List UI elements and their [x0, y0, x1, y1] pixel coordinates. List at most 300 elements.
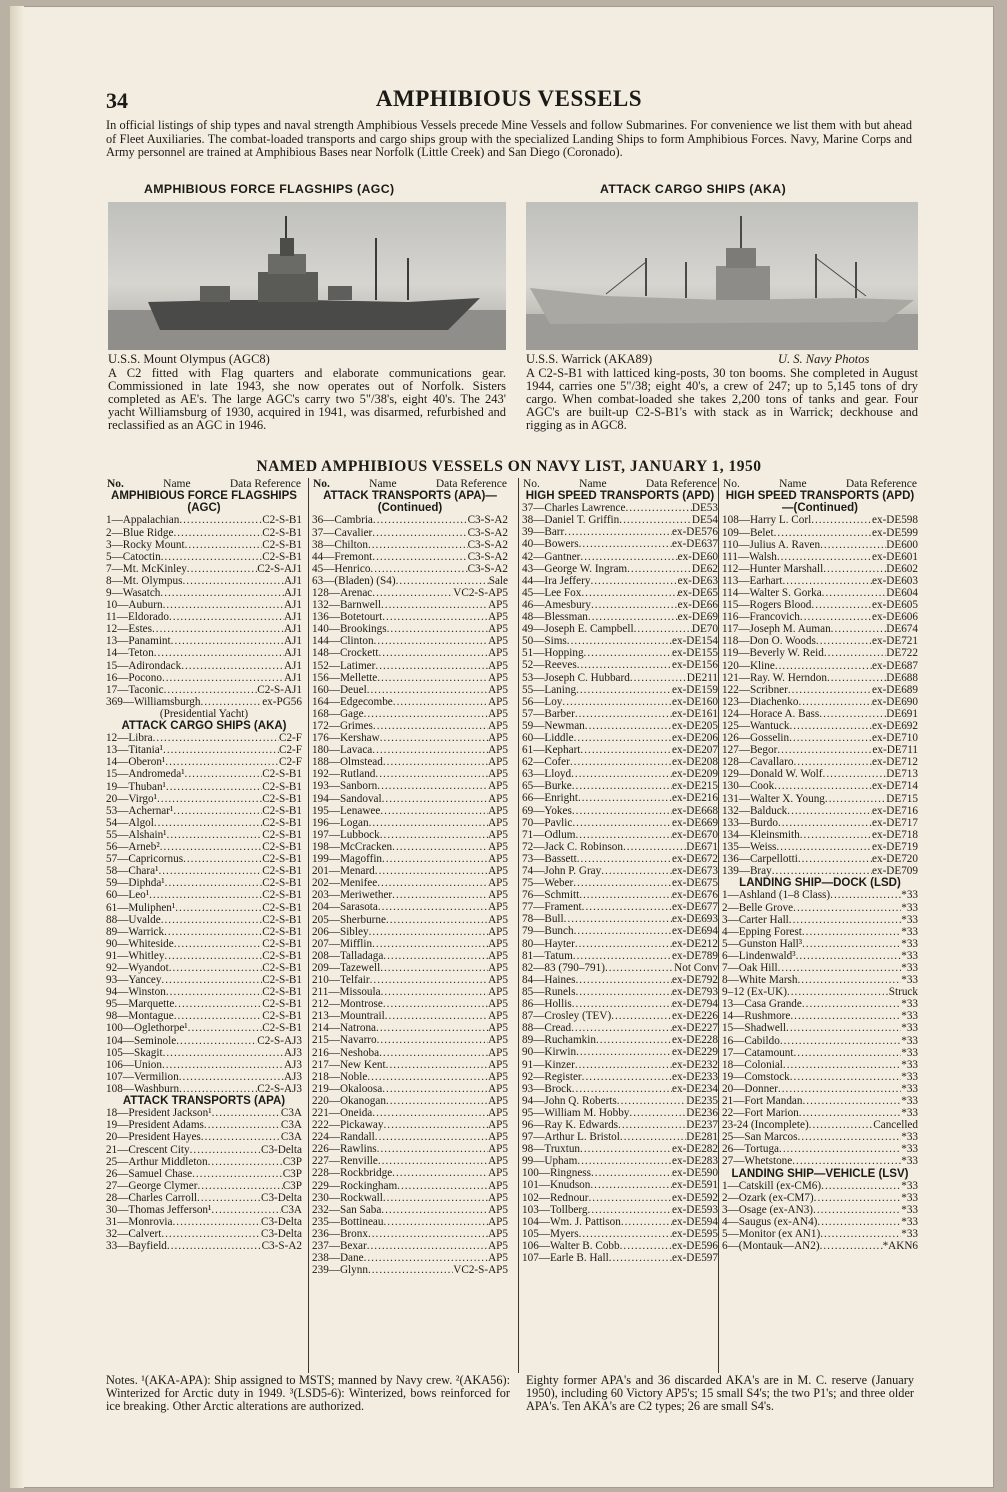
ship-entry-reference: ex-DE593	[672, 1203, 718, 1216]
list-item	[722, 926, 918, 938]
list-item	[522, 538, 718, 550]
ship-entry-reference: ex-DE675	[672, 877, 718, 890]
leader-dots	[383, 998, 488, 1010]
ship-entry-reference: ex-DE719	[872, 840, 918, 853]
ship-entry-reference: AJ1	[283, 574, 302, 587]
leader-dots	[799, 1107, 901, 1119]
ship-entry-reference: AP5	[488, 925, 508, 938]
list-item	[522, 829, 718, 841]
list-item	[522, 768, 718, 780]
ship-entry-reference: AJ1	[283, 635, 302, 648]
ship-entry-name: 128—Arenac	[312, 586, 373, 599]
ship-entry-reference: C2-F	[278, 744, 302, 757]
ship-entry-reference: C2-S-B1	[262, 804, 302, 817]
ship-entry-name: 78—Bull	[522, 913, 564, 926]
ship-entry-name: 25—San Marcos	[722, 1131, 798, 1144]
ship-entry-name: 89—Ruchamkin	[522, 1034, 596, 1047]
leader-dots	[383, 1119, 488, 1131]
ship-entry-name: 112—Hunter Marshall	[722, 562, 824, 575]
list-item	[106, 1083, 302, 1095]
leader-dots	[176, 1035, 257, 1047]
list-item	[722, 829, 918, 841]
ship-entry-reference: *33	[901, 1228, 918, 1241]
list-item	[106, 539, 302, 551]
ship-entry-reference: AP5	[488, 671, 508, 684]
ship-entry-name: 210—Telfair	[312, 973, 370, 986]
leader-dots	[163, 1047, 284, 1059]
ship-entry-reference: AP5	[488, 659, 508, 672]
ship-entry-reference: ex-DE205	[672, 719, 718, 732]
leader-dots	[823, 563, 886, 575]
ship-entry-name: 21—Crescent City	[106, 1143, 190, 1156]
leader-dots	[562, 696, 672, 708]
list-item	[106, 1035, 302, 1047]
leader-dots	[802, 938, 901, 950]
list-item	[312, 1192, 508, 1204]
leader-dots	[575, 708, 672, 720]
list-item	[106, 1216, 302, 1228]
column-header	[106, 478, 302, 490]
column-header-name: Name	[579, 478, 607, 490]
ship-entry-name: 201—Menard	[312, 865, 375, 878]
list-item	[522, 1204, 718, 1216]
ship-entry-reference: *33	[901, 1191, 918, 1204]
ship-entry-name: 44—Fremont	[312, 550, 373, 563]
list-item	[312, 1071, 508, 1083]
list-item	[312, 1155, 508, 1167]
ship-entry-reference: ex-DE227	[672, 1022, 718, 1035]
ship-entry-name: 194—Sandoval	[312, 792, 382, 805]
ship-entry-reference: AJ1	[283, 659, 302, 672]
ship-entry-name: 33—Bayfield	[106, 1240, 167, 1253]
ship-entry-name: 37—Charles Lawrence	[522, 502, 626, 515]
ship-entry-name: 188—Olmstead	[312, 756, 383, 769]
ship-entry-name: 104—Wm. J. Pattison	[522, 1215, 621, 1228]
ship-entry-name: 238—Dane	[312, 1252, 364, 1265]
list-item	[106, 732, 302, 744]
list-item	[722, 1035, 918, 1047]
ship-entry-name: 129—Donald W. Wolf	[722, 768, 823, 781]
list-item	[312, 950, 508, 962]
ship-entry-reference: AP5	[488, 695, 508, 708]
ship-entry-name: 114—Walter S. Gorka	[722, 586, 822, 599]
ship-entry-name: 40—Bowers	[522, 538, 579, 551]
ship-entry-name: 160—Deuel	[312, 683, 367, 696]
ship-entry-name: 168—Gage	[312, 707, 364, 720]
page-title: AMPHIBIOUS VESSELS	[375, 86, 643, 111]
leader-dots	[588, 1204, 673, 1216]
ship-entry-reference: AP5	[488, 1252, 508, 1265]
leader-dots	[372, 1107, 488, 1119]
ship-entry-name: 125—Wantuck	[722, 720, 790, 732]
ship-entry-name: 71—Odlum	[522, 828, 576, 841]
ship-entry-reference: *33	[901, 889, 918, 902]
ship-entry-reference: AP5	[488, 937, 508, 950]
leader-dots	[397, 1180, 488, 1192]
column-header	[522, 478, 718, 490]
list-item	[106, 962, 302, 974]
ship-entry-name: 61—Kephart	[522, 744, 581, 757]
leader-dots	[789, 720, 872, 732]
leader-dots	[158, 865, 262, 877]
list-item	[312, 1252, 508, 1264]
list-item	[106, 829, 302, 841]
list-item	[106, 1168, 302, 1180]
leader-dots	[182, 575, 284, 587]
ship-entry-reference: ex-DE226	[672, 1010, 718, 1023]
ship-entry-reference: AJ1	[283, 623, 302, 636]
leader-dots	[825, 793, 886, 805]
ship-entry-name: 180—Lavaca	[312, 744, 373, 757]
list-item	[312, 1047, 508, 1059]
leader-dots	[627, 563, 692, 575]
ship-entry-reference: AP5	[488, 1107, 508, 1119]
ship-entry-reference: C2-S-B1	[262, 841, 302, 854]
list-item	[522, 998, 718, 1010]
list-item	[106, 914, 302, 926]
ship-entry-name: 98—Montague	[106, 1010, 174, 1023]
ship-entry-name: 108—Harry L. Corl	[722, 514, 812, 527]
list-item	[522, 853, 718, 865]
ship-entry-name: 111—Walsh	[722, 550, 777, 563]
ship-entry-name: 51—Hopping	[522, 647, 584, 660]
leader-dots	[601, 865, 672, 877]
ship-entry-reference: *33	[901, 961, 918, 974]
ship-entry-reference: AP5	[488, 1094, 508, 1107]
leader-dots	[581, 587, 677, 599]
ship-entry-reference: DE62	[691, 562, 718, 575]
ship-entry-name: 44—Ira Jeffery	[522, 574, 591, 587]
ship-entry-reference: ex-DE209	[672, 768, 718, 781]
ship-entry-name: 45—Lee Fox	[522, 586, 582, 599]
list-item	[722, 611, 918, 623]
ship-entry-name: 117—Joseph M. Auman	[722, 623, 831, 636]
leader-dots	[183, 853, 262, 865]
leader-dots	[149, 889, 262, 901]
list-item	[722, 1095, 918, 1107]
leader-dots	[780, 1035, 901, 1047]
leader-dots	[816, 635, 872, 647]
ship-entry-name: 124—Horace A. Bass	[722, 707, 820, 720]
leader-dots	[788, 684, 872, 696]
ship-entry-name: 95—Marquette	[106, 998, 175, 1011]
leader-dots	[793, 1047, 901, 1059]
list-item	[522, 502, 718, 514]
ship-entry-name: 16—Pocono	[106, 671, 162, 684]
ship-entry-reference: C2-S-AJ1	[257, 562, 302, 575]
photo-caption-aka: ATTACK CARGO SHIPS (AKA)	[600, 182, 787, 196]
list-item	[106, 793, 302, 805]
ship-entry-reference: C2-S-B1	[262, 877, 302, 890]
ship-entry-reference: VC2-S-AP5	[453, 586, 508, 599]
ship-entry-reference: ex-DE709	[872, 865, 918, 878]
ship-name-mount-olympus: U.S.S. Mount Olympus (AGC8)	[108, 352, 270, 366]
leader-dots	[574, 732, 672, 744]
leader-dots	[811, 514, 872, 526]
list-item	[312, 527, 508, 539]
leader-dots	[154, 817, 262, 829]
ship-entry-name: 100—Ringness	[522, 1167, 591, 1180]
list-item	[522, 526, 718, 538]
ship-entry-name: 126—Gosselin	[722, 732, 790, 745]
leader-dots	[774, 527, 872, 539]
ship-entry-name: 53—Achernar¹	[106, 804, 174, 817]
ship-entry-name: 89—Warrick	[106, 925, 165, 938]
section-heading: LANDING SHIP—DOCK (LSD)	[739, 877, 901, 890]
ship-entry-reference: ex-DE595	[672, 1227, 718, 1240]
ship-entry-reference: DE604	[886, 586, 918, 599]
list-item	[722, 514, 918, 526]
photo-credit: U. S. Navy Photos	[778, 352, 870, 366]
leader-dots	[382, 1083, 488, 1095]
ship-entry-name: 120—Kline	[722, 659, 775, 672]
leader-dots	[192, 1168, 283, 1180]
list-item	[522, 1143, 718, 1155]
leader-dots	[374, 635, 489, 647]
ship-entry-reference: AJ1	[283, 611, 302, 624]
ship-entry-name: 63—Lloyd	[522, 768, 572, 781]
list-item	[722, 551, 918, 563]
ship-entry-reference: ex-DE692	[872, 720, 918, 732]
list-item	[522, 1046, 718, 1058]
leader-dots	[185, 539, 263, 551]
ship-entry-reference: AP5	[488, 961, 508, 974]
leader-dots	[174, 938, 262, 950]
leader-dots	[783, 1059, 901, 1071]
ship-entry-reference: Cancelled	[873, 1119, 918, 1132]
ship-entry-name: 75—Weber	[522, 877, 574, 890]
column-header-no: No.	[723, 478, 740, 490]
list-item	[312, 841, 508, 853]
column-header-name: Name	[779, 478, 807, 490]
list-item	[106, 1204, 302, 1216]
list-item	[106, 865, 302, 877]
list-item	[522, 684, 718, 696]
ship-entry-name: 1—Appalachian	[106, 514, 180, 527]
ship-entry-reference: ex-DE69	[677, 611, 718, 624]
ship-entry-name: 7—Mt. McKinley	[106, 562, 187, 575]
leader-dots	[802, 926, 901, 938]
ship-entry-reference: AP5	[488, 1143, 508, 1156]
leader-dots	[392, 889, 488, 901]
leader-dots	[364, 1252, 489, 1264]
leader-dots	[375, 865, 488, 877]
ship-entry-reference: C2-S-B1	[262, 937, 302, 950]
list-item	[106, 768, 302, 780]
list-item	[522, 514, 718, 526]
leader-dots	[800, 611, 872, 623]
ship-entry-name: 232—San Saba	[312, 1203, 382, 1216]
leader-dots	[570, 756, 672, 768]
list-item	[312, 1143, 508, 1155]
leader-dots	[576, 1046, 672, 1058]
ship-entry-reference: AJ3	[283, 1046, 302, 1059]
ship-entry-reference: AP5	[488, 1240, 508, 1253]
ship-entry-name: 15—Shadwell	[722, 1022, 787, 1035]
ship-entry-reference: ex-DE590	[672, 1167, 718, 1180]
leader-dots	[169, 611, 284, 623]
ship-entry-reference: ex-DE594	[672, 1215, 718, 1228]
list-item	[312, 1240, 508, 1252]
leader-dots	[380, 829, 488, 841]
ship-entry-reference: DE235	[686, 1094, 718, 1107]
ship-entry-reference: DE237	[686, 1118, 718, 1131]
column-header	[722, 478, 918, 490]
ship-entry-name: 20—President Hayes	[106, 1131, 201, 1144]
ship-entry-name: 86—Hollis	[522, 998, 572, 1011]
leader-dots	[368, 1264, 453, 1276]
leader-dots	[161, 551, 263, 563]
ship-entry-reference: C3-Delta	[260, 1216, 302, 1229]
ship-entry-reference: AP5	[488, 816, 508, 829]
ship-entry-reference: Struck	[888, 986, 918, 999]
list-item	[312, 974, 508, 986]
ship-entry-name: 199—Magoffin	[312, 853, 383, 866]
ship-entry-reference: AJ1	[283, 647, 302, 660]
leader-dots	[625, 502, 691, 514]
leader-dots	[830, 889, 901, 901]
ship-entry-reference: *33	[901, 1082, 918, 1095]
ship-entry-reference: C3P	[282, 1155, 302, 1168]
list-item	[312, 635, 508, 647]
ship-entry-reference: C3A	[280, 1203, 302, 1216]
ship-entry-reference: ex-DE598	[872, 514, 918, 527]
list-item	[722, 1047, 918, 1059]
leader-dots	[179, 1083, 257, 1095]
leader-dots	[605, 962, 674, 974]
leader-dots	[372, 938, 488, 950]
ship-entry-reference: Not Conv	[674, 961, 718, 974]
list-item	[106, 756, 302, 768]
leader-dots	[173, 527, 262, 539]
ship-entry-reference: C3-S-A2	[467, 526, 508, 539]
list-item	[106, 1144, 302, 1156]
ship-entry-name: 6—Lindenwald³	[722, 949, 796, 962]
ship-entry-name: 132—Balduck	[722, 804, 788, 817]
ship-entry-reference: ex-DE229	[672, 1046, 718, 1059]
leader-dots	[589, 1192, 673, 1204]
list-item	[522, 1119, 718, 1131]
ship-entry-reference: AP5	[488, 853, 508, 866]
leader-dots	[819, 708, 886, 720]
ship-entry-name: 98—Truxtun	[522, 1143, 581, 1156]
ship-entry-name: 2—Blue Ridge	[106, 526, 174, 539]
ship-name-warrick: U.S.S. Warrick (AKA89)	[526, 352, 653, 366]
ship-entry-name: 74—John P. Gray	[522, 865, 602, 878]
list-item	[106, 889, 302, 901]
ship-entry-name: 116—Francovich	[722, 611, 800, 624]
ship-entry-name: 5—Monitor (ex AN1)	[722, 1228, 821, 1241]
ship-entry-reference: AP5	[488, 901, 508, 914]
ship-entry-name: 5—Gunston Hall³	[722, 937, 803, 950]
leader-dots	[173, 1216, 261, 1228]
ship-entry-name: 31—Monrovia	[106, 1216, 173, 1229]
section-heading: HIGH SPEED TRANSPORTS (APD)—(Continued)	[725, 490, 915, 515]
leader-dots	[197, 1192, 261, 1204]
list-item	[522, 756, 718, 768]
ship-entry-reference: *33	[901, 1143, 918, 1156]
leader-dots	[382, 611, 488, 623]
ship-entry-name: 214—Natrona	[312, 1022, 377, 1035]
leader-dots	[578, 792, 672, 804]
list-item	[312, 780, 508, 792]
list-item	[522, 877, 718, 889]
leader-dots	[164, 950, 262, 962]
leader-dots	[153, 732, 279, 744]
list-item	[722, 672, 918, 684]
leader-dots	[564, 526, 672, 538]
ship-entry-name: 139—Bray	[722, 865, 772, 878]
list-item	[522, 1167, 718, 1179]
leader-dots	[157, 793, 262, 805]
leader-dots	[623, 841, 686, 853]
ship-entry-name: 32—Calvert	[106, 1228, 162, 1241]
section-heading: ATTACK CARGO SHIPS (AKA)	[121, 720, 287, 732]
ship-entry-name: 209—Tazewell	[312, 961, 381, 974]
list-item	[722, 696, 918, 708]
leader-dots	[621, 1216, 672, 1228]
list-column-1	[106, 478, 302, 1252]
list-item	[312, 1119, 508, 1131]
ship-entry-name: 37—Cavalier	[312, 526, 373, 539]
ship-entry-name: 222—Pickaway	[312, 1119, 384, 1132]
ship-entry-reference: ex-DE672	[672, 852, 718, 865]
ship-entry-reference: AP5	[488, 1070, 508, 1083]
ship-entry-reference: ex-DE208	[672, 756, 718, 769]
list-item	[106, 853, 302, 865]
ship-entry-reference: ex-DE669	[672, 816, 718, 829]
list-item	[312, 696, 508, 708]
ship-entry-reference: AP5	[488, 865, 508, 878]
list-item	[312, 853, 508, 865]
ship-entry-reference: AP5	[488, 1034, 508, 1047]
list-item	[312, 1167, 508, 1179]
ship-entry-name: 25—Arthur Middleton	[106, 1155, 208, 1168]
section-heading: LANDING SHIP—VEHICLE (LSV)	[731, 1167, 909, 1180]
leader-dots	[821, 1180, 901, 1192]
ship-entry-reference: ex-DE718	[872, 828, 918, 841]
ship-entry-reference: ex-DE693	[672, 913, 718, 926]
list-item	[522, 1034, 718, 1046]
list-item	[722, 780, 918, 792]
list-item	[312, 599, 508, 611]
leader-dots	[367, 1071, 488, 1083]
ship-entry-name: 206—Sibley	[312, 925, 369, 938]
list-item	[722, 1192, 918, 1204]
ship-entry-name: 21—Fort Mandan	[722, 1095, 803, 1108]
list-item	[722, 817, 918, 829]
leader-dots	[377, 877, 488, 889]
ship-entry-name: 236—Bronx	[312, 1227, 368, 1240]
ship-entry-reference: AP5	[488, 623, 508, 636]
ship-entry-name: 220—Okanogan	[312, 1094, 386, 1107]
ship-entry-reference: AP5	[488, 1191, 508, 1204]
leader-dots	[575, 1059, 672, 1071]
ship-entry-name: 237—Bexar	[312, 1240, 367, 1253]
ship-entry-reference: ex-DE597	[672, 1252, 718, 1265]
ship-entry-reference: C2-S-B1	[262, 925, 302, 938]
leader-dots	[802, 1095, 901, 1107]
list-item	[106, 902, 302, 914]
leader-dots	[789, 732, 872, 744]
list-item	[522, 611, 718, 623]
ship-entry-reference: AP5	[488, 744, 508, 757]
list-item	[722, 527, 918, 539]
ship-entry-name: 103—Tollberg	[522, 1203, 588, 1216]
leader-dots	[165, 877, 263, 889]
ship-entry-name: 152—Latimer	[312, 659, 376, 672]
ship-entry-name: 23-24 (Incomplete)	[722, 1119, 809, 1132]
